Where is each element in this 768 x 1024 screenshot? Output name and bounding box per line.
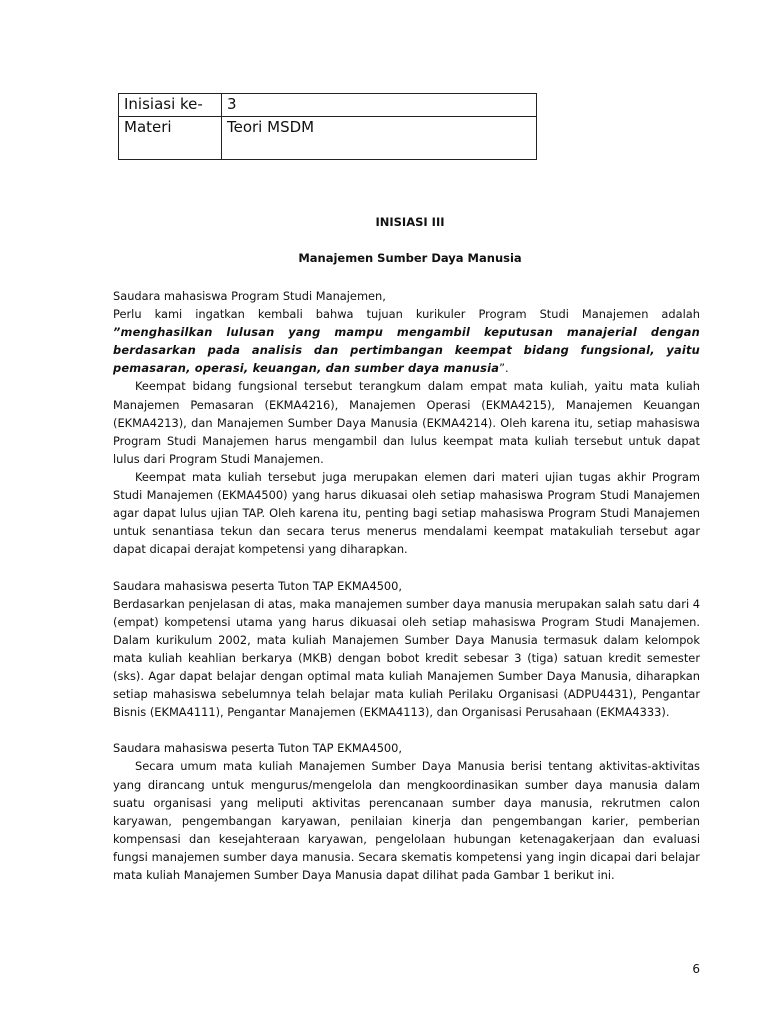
materi-label: Materi xyxy=(119,117,222,160)
paragraph-tap: Keempat mata kuliah tersebut juga merupakan elemen dari materi ujian tugas akhir Program Studi Manajemen (EKMA4500) yang harus dikuasai oleh setiap mahasiswa Program Studi Manajemen agar dapat lulus ujian TAP. Oleh karena itu, penting bagi setiap mahasiswa Program Studi Manajemen untuk senantiasa tekun dan secara terus menerus mendalami keempat matakuliah tersebut agar dapat dicapai derajat kompetensi yang diharapkan. xyxy=(113,469,700,557)
quote-open: ” xyxy=(113,325,121,340)
header-table xyxy=(118,93,537,160)
intro-text: Perlu kami ingatkan kembali bahwa tujuan kurikuler Program Studi Manajemen adalah xyxy=(113,307,700,322)
materi-value: Teori MSDM xyxy=(222,117,537,160)
paragraph-course-content: Secara umum mata kuliah Manajemen Sumber Daya Manusia berisi tentang aktivitas-aktivitas yang dirancang untuk mengurus/mengelola dan mengkoordinasikan sumber daya manusia dalam suatu organisasi yang meliputi aktivitas perencanaan sumber daya manusia, rekrutmen calon karyawan, pengembangan karyawan, penilaian kinerja dan pengembangan karier, pemberian kompensasi dan kesejahteraan karyawan, pengelolaan hubungan ketenagakerjaan dan evaluasi fungsi manajemen sumber daya manusia. Secara skematis kompetensi yang ingin dicapai dari belajar mata kuliah Manajemen Sumber Daya Manusia dapat dilihat pada Gambar 1 berikut ini. xyxy=(113,759,700,882)
page-title: INISIASI III xyxy=(375,215,445,229)
quote-close: ”. xyxy=(499,361,509,376)
intro-paragraph xyxy=(113,305,700,377)
inisiasi-label: Inisiasi ke- xyxy=(119,94,222,117)
greeting-1: Saudara mahasiswa Program Studi Manajemen, xyxy=(113,289,386,303)
paragraph-spacer xyxy=(113,558,700,576)
paragraph-fields: Keempat bidang fungsional tersebut terangkum dalam empat mata kuliah, yaitu mata kuliah Manajemen Pemasaran (EKMA4216), Manajemen Operasi (EKMA4215), Manajemen Keuangan (EKMA4213), dan Manajemen Sumber Daya Manusia (EKMA4214). Oleh karena itu, setiap mahasiswa Program Studi Manajemen harus mengambil dan lulus keempat mata kuliah tersebut untuk dapat lulus dari Program Studi Manajemen. xyxy=(113,379,700,466)
page-subtitle: Manajemen Sumber Daya Manusia xyxy=(298,251,522,265)
document-body xyxy=(113,287,700,884)
greeting-2: Saudara mahasiswa peserta Tuton TAP EKMA4500, xyxy=(113,578,403,593)
paragraph-spacer xyxy=(113,721,700,739)
inisiasi-value: 3 xyxy=(222,94,537,117)
curriculum-goal-quote: menghasilkan lulusan yang mampu mengambil keputusan manajerial dengan berdasarkan pada analisis dan pertimbangan keempat bidang fungsional, yaitu pemasaran, operasi, keuangan, dan sumber daya manusia xyxy=(113,325,700,376)
paragraph-competency: Berdasarkan penjelasan di atas, maka manajemen sumber daya manusia merupakan salah satu dari 4 (empat) kompetensi utama yang harus dikuasai oleh setiap mahasiswa Program Studi Manajemen. Dalam kurikulum 2002, mata kuliah Manajemen Sumber Daya Manusia termasuk dalam kelompok mata kuliah keahlian berkarya (MKB) dengan bobot kredit sebesar 3 (tiga) satuan kredit semester (sks). Agar dapat belajar dengan optimal mata kuliah Manajemen Sumber Daya Manusia, diharapkan setiap mahasiswa sebelumnya telah belajar mata kuliah Perilaku Organisasi (ADPU4431), Pengantar Bisnis (EKMA4111), Pengantar Manajemen (EKMA4113), dan Organisasi Perusahaan (EKMA4333). xyxy=(113,596,700,720)
table-row-materi xyxy=(119,117,537,160)
table-row-inisiasi xyxy=(119,94,537,117)
greeting-3: Saudara mahasiswa peserta Tuton TAP EKMA4500, xyxy=(113,741,403,756)
page-number: 6 xyxy=(692,962,700,976)
